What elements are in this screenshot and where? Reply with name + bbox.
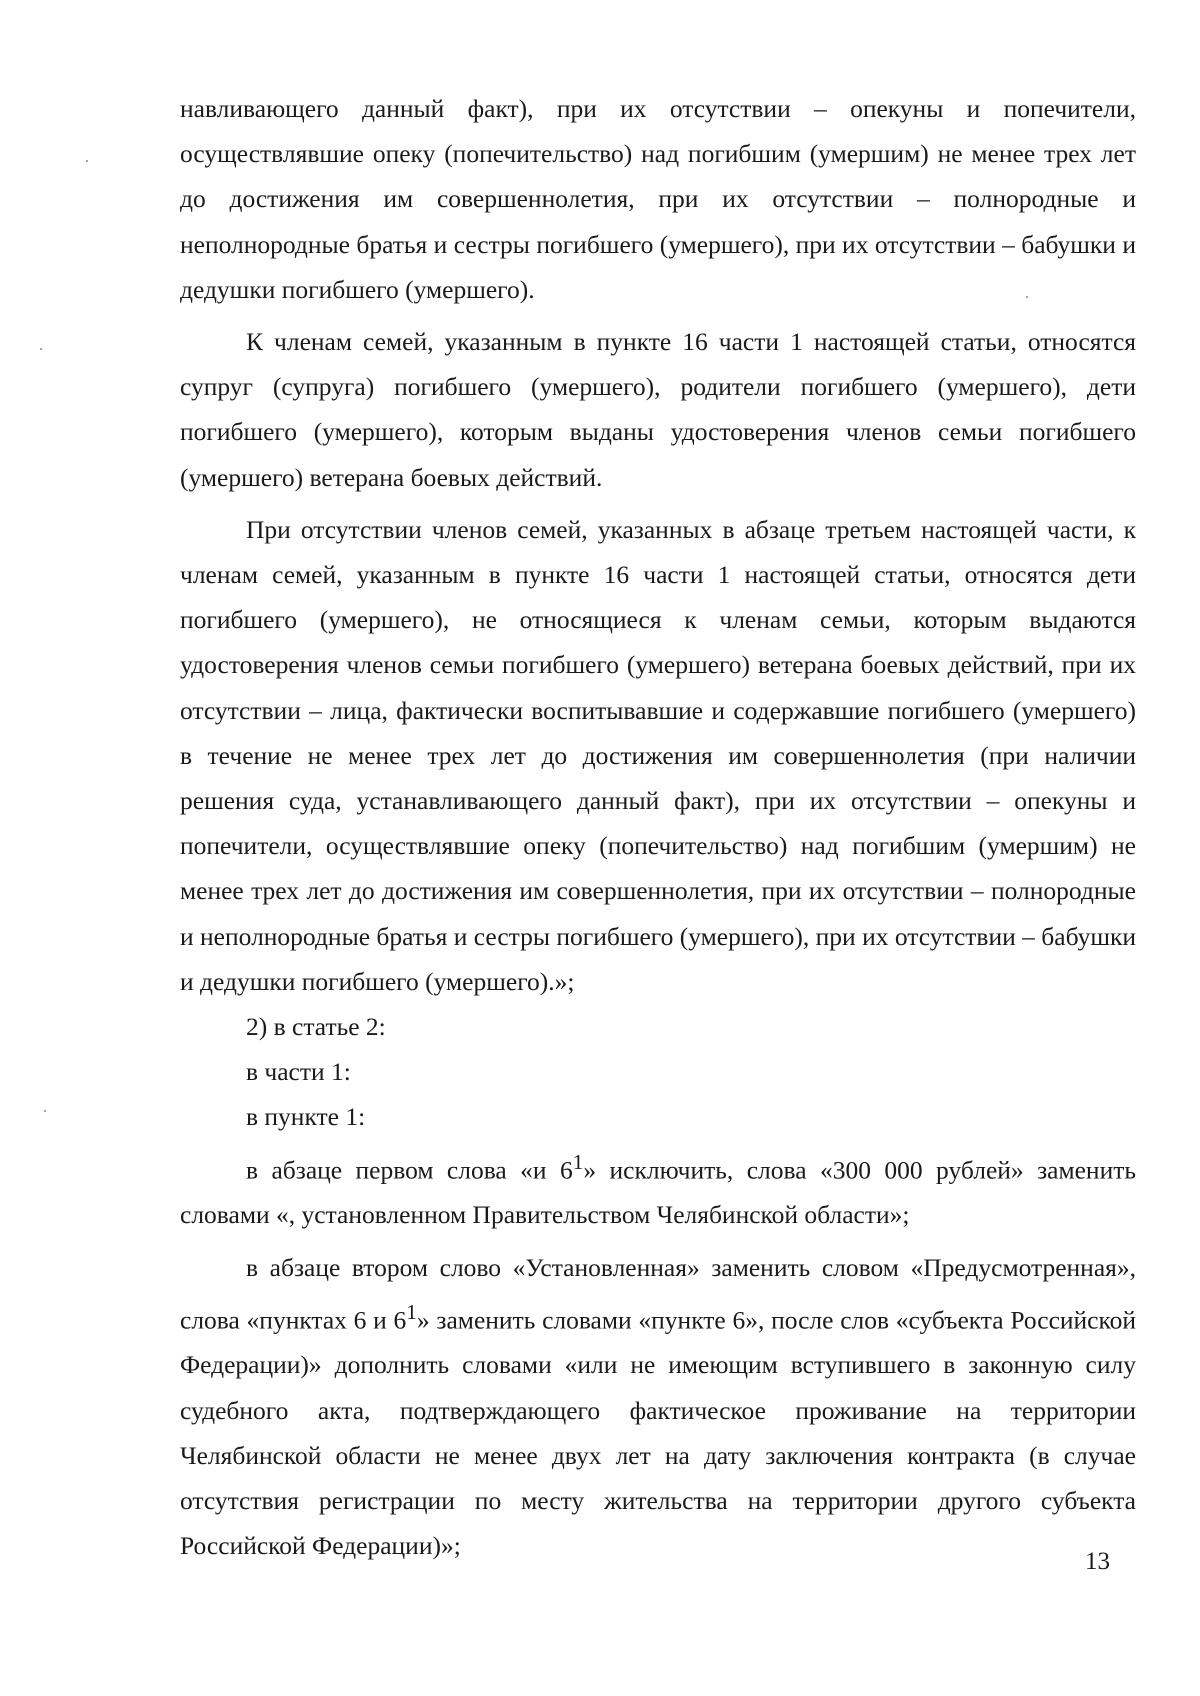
- paragraph-second-abzac-post: » заменить словами «пункте 6», после слов «субъекта Российской Федерации)» дополнить словами «или не имеющим вступившего в законную силу судебного акта, подтверждающего фактическое проживание на территории Челябинской области не менее двух лет на дату заключения контракта (в случае отсутствия регистрации по месту жительства на территории другого субъекта Российской Федерации)»;: [180, 1305, 1136, 1561]
- scan-speck: [44, 1110, 46, 1112]
- paragraph-second-abzac-pre: в абзаце втором слово «Установленная» заменить словом «Предусмотренная», слова «пунктах 6 и 6: [180, 1252, 1136, 1335]
- scan-speck: [1026, 296, 1028, 298]
- paragraph-first-abzac-pre: в абзаце первом слова «и 6: [246, 1155, 573, 1185]
- paragraph-family-members: К членам семей, указанным в пункте 16 части 1 настоящей статьи, относятся супруг (супруга) погибшего (умершего), родители погибшего (умершего), дети погибшего (умершего), которым выданы удостоверения членов семьи погибшего (умершего) ветерана боевых действий.: [180, 327, 1136, 492]
- superscript-one: 1: [406, 1299, 417, 1324]
- scan-speck: [40, 348, 42, 350]
- paragraph-first-abzac-post: » исключить, слова «300 000 рублей» заменить словами «, установленном Правительством Челябинской области»;: [180, 1155, 1136, 1230]
- paragraph-first-abzac: [180, 1140, 1136, 1238]
- page-number: 13: [1085, 1548, 1110, 1575]
- item-article-2: 2) в статье 2:: [246, 1012, 386, 1042]
- superscript-one: 1: [572, 1149, 584, 1174]
- scan-speck: [86, 160, 88, 162]
- paragraph-absence-of-family: При отсутствии членов семей, указанных в абзаце третьем настоящей части, к членам семей, указанным в пункте 16 части 1 настоящей статьи, относятся дети погибшего (умершего), не относящиеся к членам семьи, которым выдаются удостоверения членов семьи погибшего (умершего) ветерана боевых действий, при их отсутствии – лица, фактически воспитывавшие и содержавшие погибшего (умершего) в течение не менее трех лет до достижения им совершеннолетия (при наличии решения суда, устанавливающего данный факт), при их отсутствии – опекуны и попечители, осуществлявшие опеку (попечительство) над погибшим (умершим) не менее трех лет до достижения им совершеннолетия, при их отсутствии – полнородные и неполнородные братья и сестры погибшего (умершего), при их отсутствии – бабушки и дедушки погибшего (умершего).»;: [180, 514, 1136, 996]
- item-part-1: в части 1:: [246, 1057, 351, 1087]
- paragraph-continuation: навливающего данный факт), при их отсутствии – опекуны и попечители, осуществлявшие опеку (попечительство) над погибшим (умершим) не менее трех лет до достижения им совершеннолетия, при их отсутствии – полнородные и неполнородные братья и сестры погибшего (умершего), при их отсутствии – бабушки и дедушки погибшего (умершего).: [180, 94, 1136, 304]
- paragraph-second-abzac: [180, 1245, 1136, 1569]
- item-point-1: в пункте 1:: [246, 1102, 366, 1132]
- document-body: [180, 86, 1136, 1569]
